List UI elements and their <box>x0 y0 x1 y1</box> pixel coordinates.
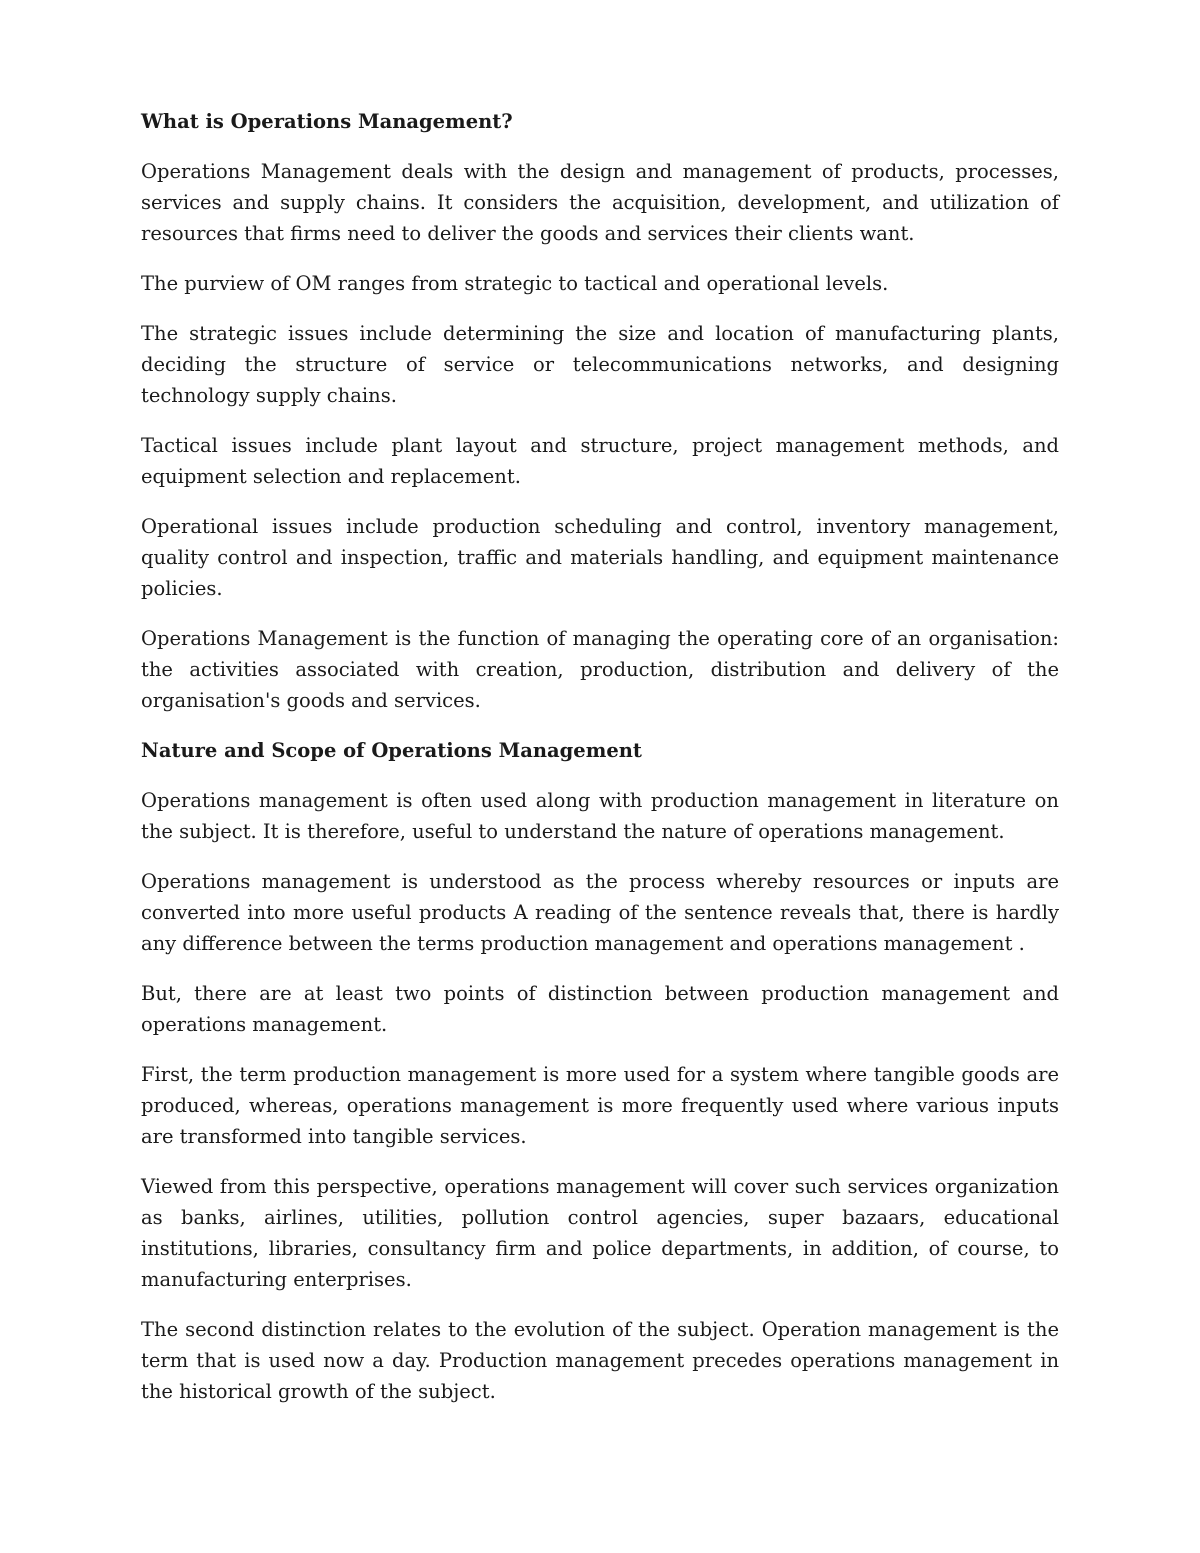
section-heading-nature-and-scope: Nature and Scope of Operations Management <box>141 739 642 762</box>
document-content <box>141 106 1059 1407</box>
paragraph: First, the term production management is more used for a system where tangible goods are produced, whereas, operations management is more frequently used where various inputs are transformed into tangible services. <box>141 1063 1059 1148</box>
paragraph: Operations management is often used along with production management in literature on the subject. It is therefore, useful to understand the nature of operations management. <box>141 789 1059 843</box>
paragraph: The purview of OM ranges from strategic to tactical and operational levels. <box>141 272 889 295</box>
paragraph: The second distinction relates to the evolution of the subject. Operation management is the term that is used now a day. Production management precedes operations management in the historical growth of the subject. <box>141 1318 1059 1403</box>
paragraph: The strategic issues include determining the size and location of manufacturing plants, deciding the structure of service or telecommunications networks, and designing technology supply chains. <box>141 322 1059 407</box>
paragraph: Operations Management deals with the design and management of products, processes, services and supply chains. It considers the acquisition, development, and utilization of resources that firms need to deliver the goods and services their clients want. <box>141 160 1059 245</box>
paragraph: But, there are at least two points of distinction between production management and operations management. <box>141 982 1059 1036</box>
paragraph: Operations Management is the function of managing the operating core of an organisation: the activities associated with creation, production, distribution and delivery of the organisation's goods and services. <box>141 627 1059 712</box>
section-heading-what-is-om: What is Operations Management? <box>141 110 513 133</box>
paragraph: Operational issues include production scheduling and control, inventory management, quality control and inspection, traffic and materials handling, and equipment maintenance policies. <box>141 515 1059 600</box>
paragraph: Viewed from this perspective, operations management will cover such services organization as banks, airlines, utilities, pollution control agencies, super bazaars, educational institutions, libraries, consultancy firm and police departments, in addition, of course, to manufacturing enterprises. <box>141 1175 1059 1291</box>
paragraph: Tactical issues include plant layout and structure, project management methods, and equipment selection and replacement. <box>141 434 1059 488</box>
paragraph: Operations management is understood as the process whereby resources or inputs are converted into more useful products A reading of the sentence reveals that, there is hardly any difference between the terms production management and operations management . <box>141 870 1059 955</box>
